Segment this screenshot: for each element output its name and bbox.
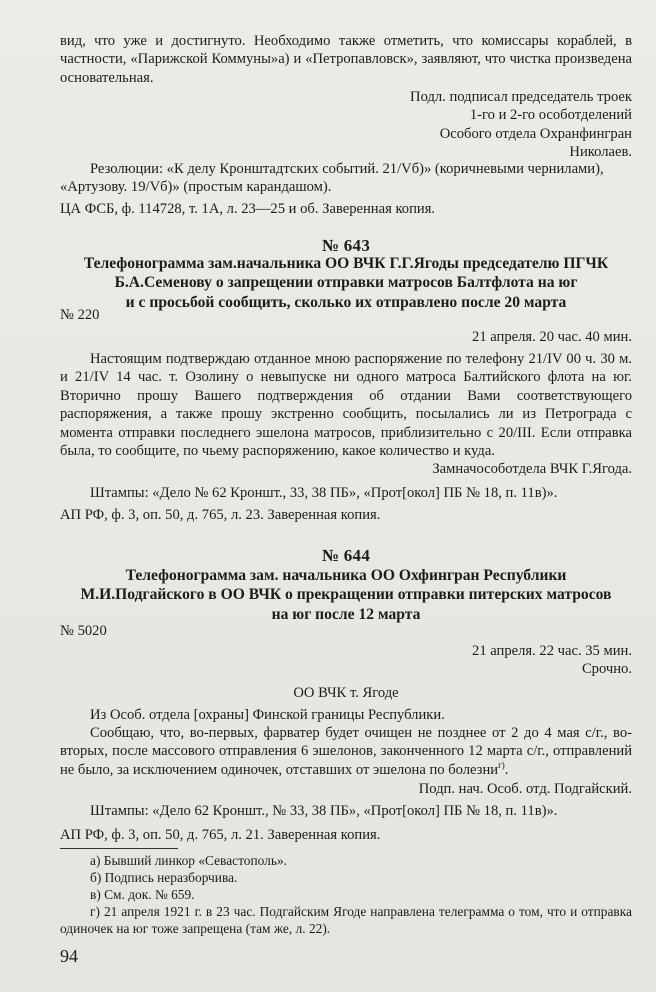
registration-number: № 5020	[60, 623, 107, 639]
document-stamps: Штампы: «Дело № 62 Кроншт., 33, 38 ПБ», «Прот[окол] ПБ № 18, п. 11в)».	[90, 485, 558, 501]
signature-block-nikolaev	[60, 88, 632, 162]
resolutions	[60, 160, 632, 197]
signature-line: Особого отдела Охранфингран	[439, 125, 632, 142]
signature-line: Подл. подписал председатель троек	[410, 89, 632, 105]
resolution-line: Резолюции: «К делу Кронштадтских событий. 21/Vб)» (коричневыми чернилами),	[90, 161, 604, 177]
title-line: Телефонограмма зам. начальника ОО Охфингран Республики	[125, 567, 567, 584]
document-number: № 643	[321, 236, 371, 255]
sender-unit: Из Особ. отдела [охраны] Финской границы Республики.	[90, 707, 445, 723]
title-line: Б.А.Семенову о запрещении отправки матросов Балтфлота на юг	[114, 274, 578, 292]
document-signature: Подп. нач. Особ. отд. Подгайский.	[418, 781, 632, 797]
document-title	[60, 566, 632, 624]
signature-line: 1-го и 2-го особотделений	[469, 107, 632, 124]
top-paragraph: вид, что уже и достигнуто. Необходимо также отметить, что комиссары кораблей, в частности, «Парижской Коммуны»а) и «Петропавловск», заявляют, что чистка произведена основательная.	[60, 33, 632, 86]
footnote-divider	[60, 848, 178, 849]
addressee: ОО ВЧК т. Ягоде	[293, 685, 399, 701]
archive-reference: АП РФ, ф. 3, оп. 50, д. 765, л. 21. Заверенная копия.	[60, 827, 381, 843]
document-signature: Замначособотдела ВЧК Г.Ягода.	[432, 461, 632, 477]
date-block	[60, 642, 632, 679]
document-title	[60, 254, 632, 312]
archive-reference: АП РФ, ф. 3, оп. 50, д. 765, л. 23. Заверенная копия.	[60, 507, 381, 523]
footnote-mark: г)	[498, 759, 505, 770]
document-stamps: Штампы: «Дело 62 Кроншт., № 33, 38 ПБ», «Прот[окол] ПБ № 18, п. 11в)».	[90, 803, 558, 819]
urgency-mark: Срочно.	[581, 661, 632, 678]
document-date: 21 апреля. 22 час. 35 мин.	[472, 643, 632, 659]
page-number: 94	[60, 946, 78, 966]
resolution-line: «Артузову. 19/Vб)» (простым карандашом).	[60, 179, 332, 196]
footnotes	[60, 852, 632, 937]
footnote: а) Бывший линкор «Севастополь».	[90, 853, 287, 868]
registration-number: № 220	[60, 307, 100, 323]
title-line: М.И.Подгайского в ОО ВЧК о прекращении отправки питерских матросов	[80, 586, 612, 604]
document-date: 21 апреля. 20 час. 40 мин.	[472, 329, 632, 345]
document-body	[60, 724, 632, 779]
body-end: .	[504, 761, 509, 778]
title-line: Телефонограмма зам.начальника ОО ВЧК Г.Г.Ягоды председателю ПГЧК	[83, 255, 609, 272]
title-line: и с просьбой сообщить, сколько их отправлено после 20 марта	[125, 293, 567, 311]
footnote: б) Подпись неразборчива.	[90, 870, 238, 885]
document-body: Настоящим подтверждаю отданное мною распоряжение по телефону 21/IV 00 ч. 30 м. и 21/IV 14 час. т. Озолину о невыпуске ни одного матроса Балтийского флота на юг. Вторично прошу Вашего подтверждения об отдании Вами соответствующего распоряжения, а также прошу экстренно сообщить, посылались ли из Петрограда с момента отправки последнего эшелона матросов, приблизительно с 20/III. Если отправка была, то сообщите, по чьему распоряжению, какое количество и куда.	[60, 351, 632, 460]
footnote: в) См. док. № 659.	[90, 887, 195, 902]
archive-reference: ЦА ФСБ, ф. 114728, т. 1А, л. 23—25 и об. Заверенная копия.	[60, 201, 436, 217]
signature-line: Николаев.	[569, 144, 632, 161]
title-line: на юг после 12 марта	[271, 605, 421, 623]
document-number: № 644	[321, 546, 371, 565]
body-text: Сообщаю, что, во-первых, фарватер будет очищен не позднее от 2 до 4 мая с/г., во-вторых, после массового отправления 6 эшелонов, законченного 12 марта с/г., отправлений не было, за исключением одиночек, отставших от эшелона по болезни	[60, 725, 632, 778]
footnote: г) 21 апреля 1921 г. в 23 час. Подгайским Ягоде направлена телеграмма о том, что и отправка одиночек на юг тоже запрещена (там же, л. 22).	[60, 904, 632, 936]
